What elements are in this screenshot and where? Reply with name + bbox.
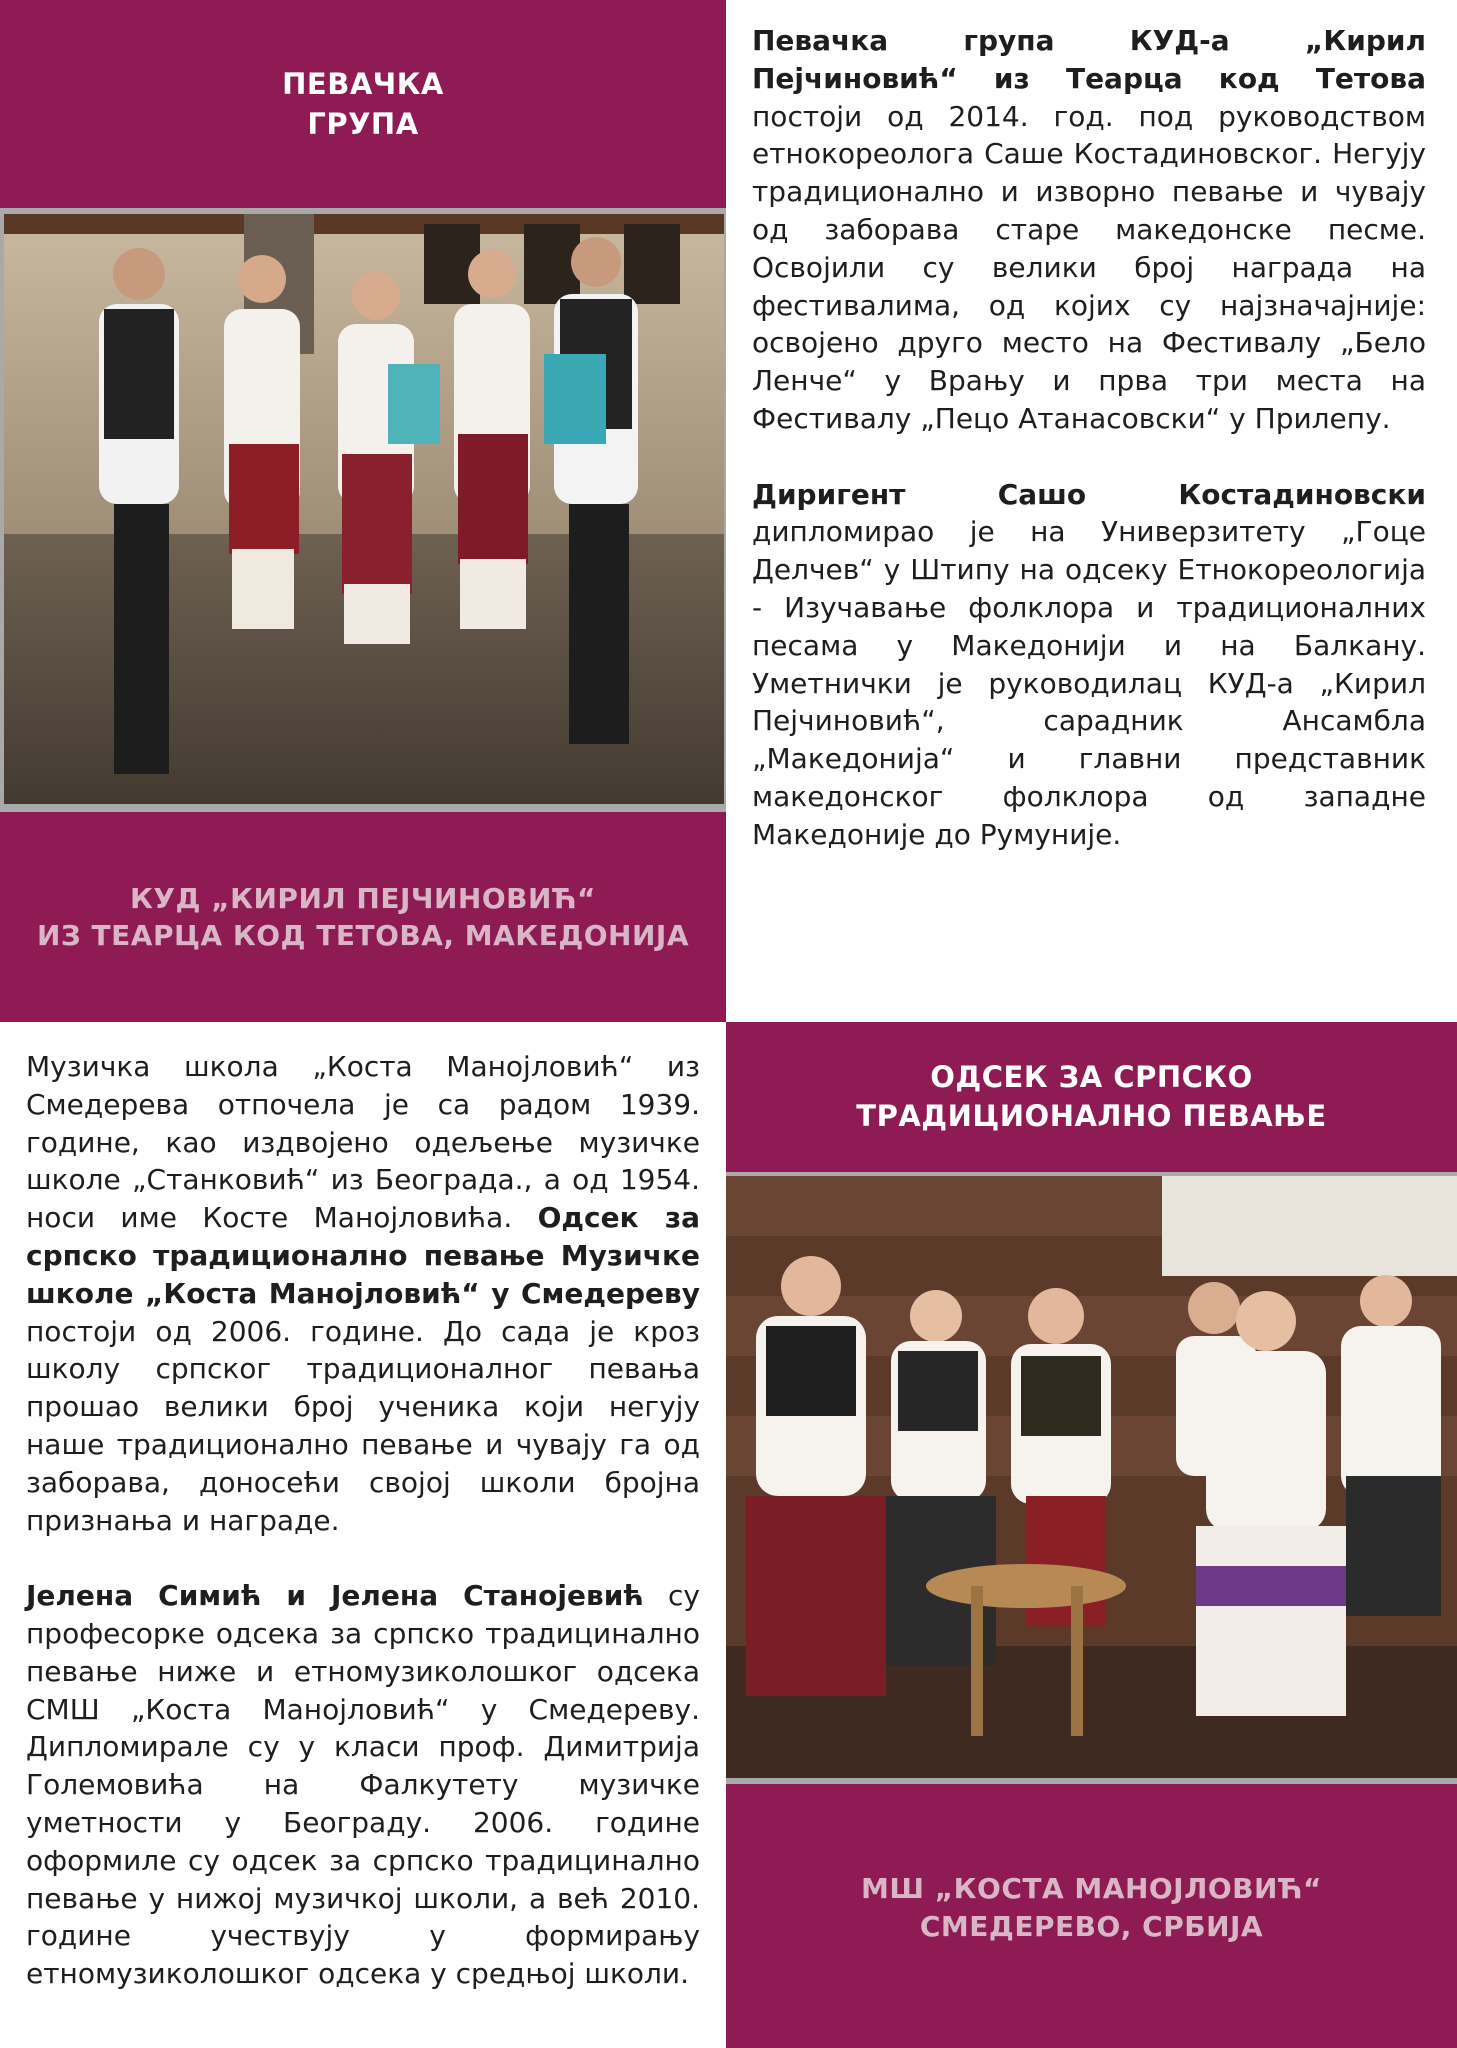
- bottom-paragraph-2-text: су професорке одсека за српско традицинално певање ниже и етномузиколошког одсека СМШ „Коста Манојловић“ у Смедереву. Дипломирале су у класи проф. Димитрија Големовића на Фалкутету музичке уметности у Београду. 2006. године оформиле су одсек за српско традицинално певање у нижој музичкој школи, а већ 2010. године учествују у формирању етномузиколошког одсека у средњој школи.: [26, 1579, 700, 1991]
- bottom-title: [856, 1058, 1326, 1136]
- bottom-caption-line-2: СМЕДЕРЕВО, СРБИЈА: [919, 1910, 1264, 1943]
- top-title: [282, 64, 444, 144]
- bottom-title-band: [726, 1022, 1457, 1172]
- bottom-paragraph-2-bold: Јелена Симић и Јелена Станојевић: [26, 1579, 644, 1613]
- top-title-line-1: ПЕВАЧКА: [282, 67, 444, 101]
- top-caption-band: [0, 812, 726, 1022]
- top-paragraph-2-bold: Диригент Сашо Костадиновски: [752, 477, 1426, 511]
- top-caption: [37, 880, 689, 954]
- macedonian-folk-singers-photo: [4, 214, 724, 804]
- top-title-band: [0, 0, 726, 208]
- top-article: [752, 22, 1426, 854]
- bottom-title-line-2: ТРАДИЦИОНАЛНО ПЕВАЊЕ: [856, 1099, 1327, 1133]
- bottom-article: [26, 1048, 700, 1993]
- serbian-traditional-singers-photo: [726, 1176, 1457, 1778]
- bottom-title-line-1: ОДСЕК ЗА СРПСКО: [930, 1060, 1253, 1094]
- bottom-paragraph-2: [26, 1577, 700, 1993]
- bottom-paragraph-1-intro: Музичка школа „Коста Манојловић“ из Смедерева отпочела је са радом 1939. године, као издвојено одељење музичке школе „Станковић“ из Београда., а од 1954. носи име Косте Манојловића.: [26, 1050, 700, 1235]
- bottom-paragraph-1-bold: Одсек за српско традиционално певање Музичке школе „Коста Манојловић“ у Смедереву: [26, 1201, 700, 1310]
- top-paragraph-1-text: постоји од 2014. год. под руководством етнокореолога Саше Костадиновског. Негују традиционално и изворно певање и чувају од заборава старе македонске песме. Освојили су велики број награда на фестивалима, од којих су најзначајније: освојено друго место на Фестивалу „Бело Ленче“ у Врању и прва три места на Фестивалу „Пецо Атанасовски“ у Прилепу.: [752, 99, 1426, 435]
- top-caption-line-2: ИЗ ТЕАРЦА КОД ТЕТОВА, МАКЕДОНИЈА: [36, 919, 690, 952]
- top-paragraph-2: [752, 476, 1426, 854]
- top-caption-line-1: КУД „КИРИЛ ПЕЈЧИНОВИЋ“: [130, 882, 596, 915]
- bottom-caption: [861, 1870, 1322, 1946]
- top-paragraph-2-text: дипломирао је на Универзитету „Гоце Делчев“ у Штипу на одсеку Етнокореологија - Изучавање фолклора и традиционалних песама у Македонији и на Балкану. Уметнички је руководилац КУД-а „Кирил Пејчиновић“, сарадник Ансамбла „Македонија“ и главни представник македонског фолклора од западне Македоније до Румуније.: [752, 515, 1426, 851]
- top-title-line-2: ГРУПА: [307, 107, 419, 141]
- bottom-caption-line-1: МШ „КОСТА МАНОЈЛОВИЋ“: [861, 1872, 1322, 1905]
- bottom-paragraph-1: [26, 1048, 700, 1539]
- bottom-caption-band: [726, 1784, 1457, 2048]
- top-paragraph-1: [752, 22, 1426, 438]
- top-paragraph-1-bold: Певачка група КУД-а „Кирил Пејчиновић“ из Теарца код Тетова: [752, 24, 1426, 95]
- bottom-paragraph-1-text: постоји од 2006. године. До сада је кроз школу српског традиционалног певања прошао велики број ученика који негују наше традиционално певање и чувају га од заборава, доносећи својој школи бројна признања и награде.: [26, 1314, 700, 1537]
